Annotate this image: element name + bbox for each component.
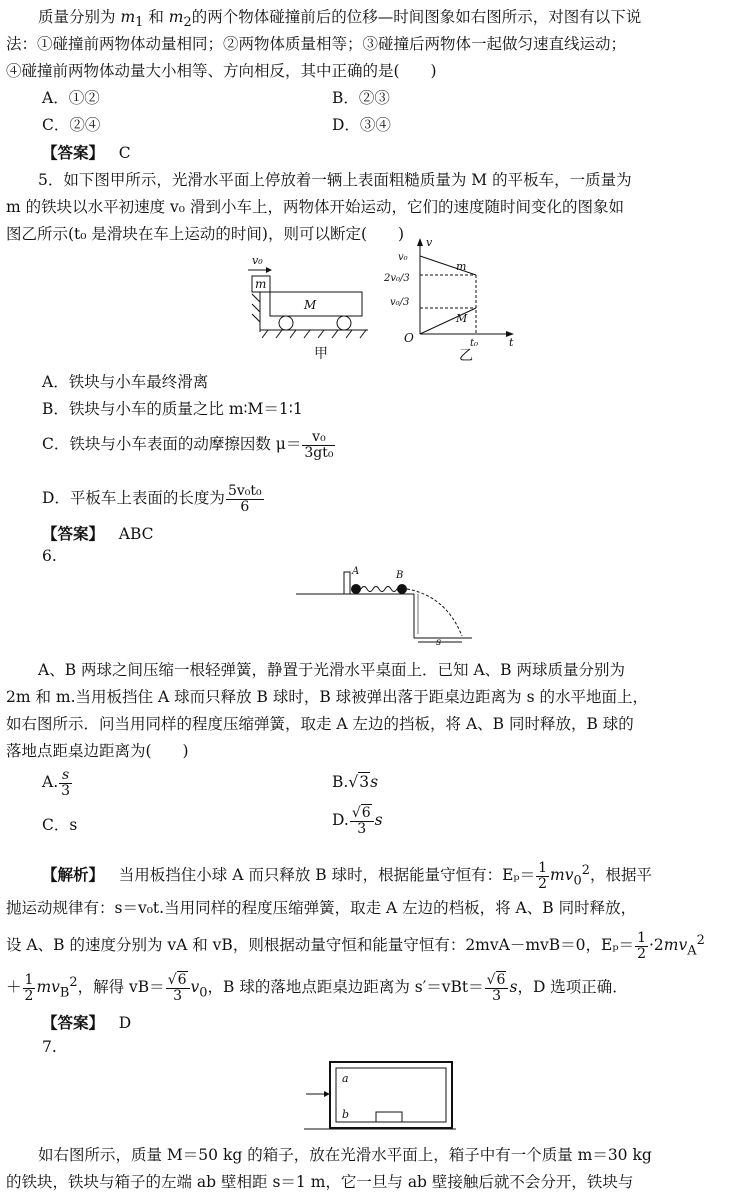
q6-option-a: A. $\frac{s}{3}$ bbox=[42, 766, 71, 799]
cart-m-label: m bbox=[255, 277, 267, 291]
cart-v0-label: v₀ bbox=[252, 254, 263, 267]
q6-option-b: B.√3s bbox=[332, 773, 379, 791]
q5-option-d: D．平板车上表面的长度为 $\frac{\text{5v₀t₀}}{6}$ bbox=[42, 482, 262, 515]
q5-answer: 【答案】 ABC bbox=[42, 524, 154, 543]
q7-fig-label-a: a bbox=[342, 1072, 349, 1085]
q7-fig-label-b: b bbox=[342, 1108, 350, 1121]
graph-2v0-3-label: 2v₀/3 bbox=[384, 273, 410, 284]
q4-option-a: A．①② bbox=[42, 89, 100, 107]
graph-t-axis-label: t bbox=[509, 336, 514, 349]
q5-line2: m 的铁块以水平初速度 v₀ 滑到小车上，两物体开始运动，它们的速度随时间变化的图象如 bbox=[6, 198, 624, 216]
q4-option-b: B．②③ bbox=[332, 89, 390, 107]
q7-line1: 如右图所示，质量 M＝50 kg 的箱子，放在光滑水平面上，箱子中有一个质量 m＝30 kg bbox=[38, 1146, 652, 1164]
graph-v-axis-label: v bbox=[426, 236, 433, 249]
q5-option-a: A．铁块与小车最终滑离 bbox=[42, 373, 209, 391]
q5-line1: 5．如下图甲所示，光滑水平面上停放着一辆上表面粗糙质量为 M 的平板车，一质量为 bbox=[38, 171, 632, 189]
graph-v0-label: v₀ bbox=[398, 252, 408, 263]
q6-number: 6. bbox=[42, 547, 57, 565]
q7-line2: 的铁块，铁块与箱子的左端 ab 壁相距 s＝1 m，它一旦与 ab 壁接触后就不会分开，铁块与 bbox=[6, 1173, 634, 1191]
q4-answer: 【答案】 C bbox=[42, 143, 131, 162]
q6-line4: 落地点距桌边距离为( ) bbox=[6, 742, 189, 760]
q5-vt-graph bbox=[384, 236, 524, 349]
q6-fig-label-s: s bbox=[436, 637, 442, 648]
q6-analysis-4: ＋ $\frac{1}{2}$ $mv_B^2$，解得 vB＝ $\frac{√6}{3}$ $v_0$，B 球的落地点距桌边距离为 s′＝vBt＝ $\frac{√6}{3}$ s，D 选项正确． bbox=[6, 971, 628, 1004]
q7-number: 7. bbox=[42, 1038, 57, 1056]
graph-origin-label: O bbox=[404, 331, 414, 345]
q4-line1: 质量分别为 $m_1$ 和 $m_2$的两个物体碰撞前后的位移—时间图象如右图所示，对图有以下说 bbox=[38, 8, 642, 31]
q7-box-figure bbox=[300, 1056, 460, 1136]
q6-line2: 2m 和 m.当用板挡住 A 球而只释放 B 球时，B 球被弹出落于距桌边距离为 s 的水平地面上， bbox=[6, 688, 648, 706]
graph-M-line-label: M bbox=[456, 312, 468, 325]
q6-option-d: D. $\frac{√6}{3}$ s bbox=[332, 804, 383, 837]
graph-m-line-label: m bbox=[456, 260, 467, 273]
cart-M-label: M bbox=[304, 298, 317, 312]
q6-line3: 如右图所示．问当用同样的程度压缩弹簧，取走 A 左边的挡板，将 A、B 同时释放，B 球的 bbox=[6, 715, 634, 733]
q6-answer: 【答案】 D bbox=[42, 1013, 132, 1032]
graph-v0-3-label: v₀/3 bbox=[390, 297, 410, 308]
q6-analysis-2: 抛运动规律有：s＝v₀t.当用同样的程度压缩弹簧，取走 A 左边的档板，将 A、B 同时释放， bbox=[6, 899, 637, 917]
q5-option-c: C．铁块与小车表面的动摩擦因数 μ＝ $\frac{\text{v₀}}{\text{3gt₀}}$ bbox=[42, 428, 334, 461]
q5-fig-jia-caption: 甲 bbox=[314, 346, 328, 362]
q5-option-b: B．铁块与小车的质量之比 m∶M＝1∶1 bbox=[42, 400, 303, 418]
graph-t0-label: t₀ bbox=[470, 338, 479, 349]
q6-springs-figure bbox=[296, 566, 476, 646]
q4-option-c: C．②④ bbox=[42, 116, 101, 134]
q4-option-d: D．③④ bbox=[332, 116, 391, 134]
q6-analysis-1: 【解析】 当用板挡住小球 A 而只释放 B 球时，根据能量守恒有：Eₚ＝ $\frac{1}{2}$ $mv_0^2$，根据平 bbox=[42, 859, 652, 892]
q5-cart-figure bbox=[238, 252, 368, 342]
q5-fig-yi-caption: 乙 bbox=[459, 348, 473, 364]
q4-line3: ④碰撞前两物体动量大小相等、方向相反，其中正确的是( ) bbox=[6, 62, 437, 80]
q4-line2: 法：①碰撞前两物体动量相同；②两物体质量相等；③碰撞后两物体一起做匀速直线运动； bbox=[6, 35, 627, 53]
q5-line3: 图乙所示(t₀ 是滑块在车上运动的时间)，则可以断定( ) bbox=[6, 225, 405, 243]
q6-fig-label-b: B bbox=[396, 570, 404, 581]
q6-fig-label-a: A bbox=[352, 566, 360, 577]
q6-option-c: C．s bbox=[42, 816, 78, 834]
q6-line1: A、B 两球之间压缩一根轻弹簧，静置于光滑水平桌面上．已知 A、B 两球质量分别为 bbox=[38, 661, 625, 679]
q6-analysis-3: 设 A、B 的速度分别为 vA 和 vB，则根据动量守恒和能量守恒有：2mvA－mvB＝0，Eₚ＝ $\frac{1}{2}$ $\cdot 2mv_A^2$ bbox=[6, 929, 705, 962]
